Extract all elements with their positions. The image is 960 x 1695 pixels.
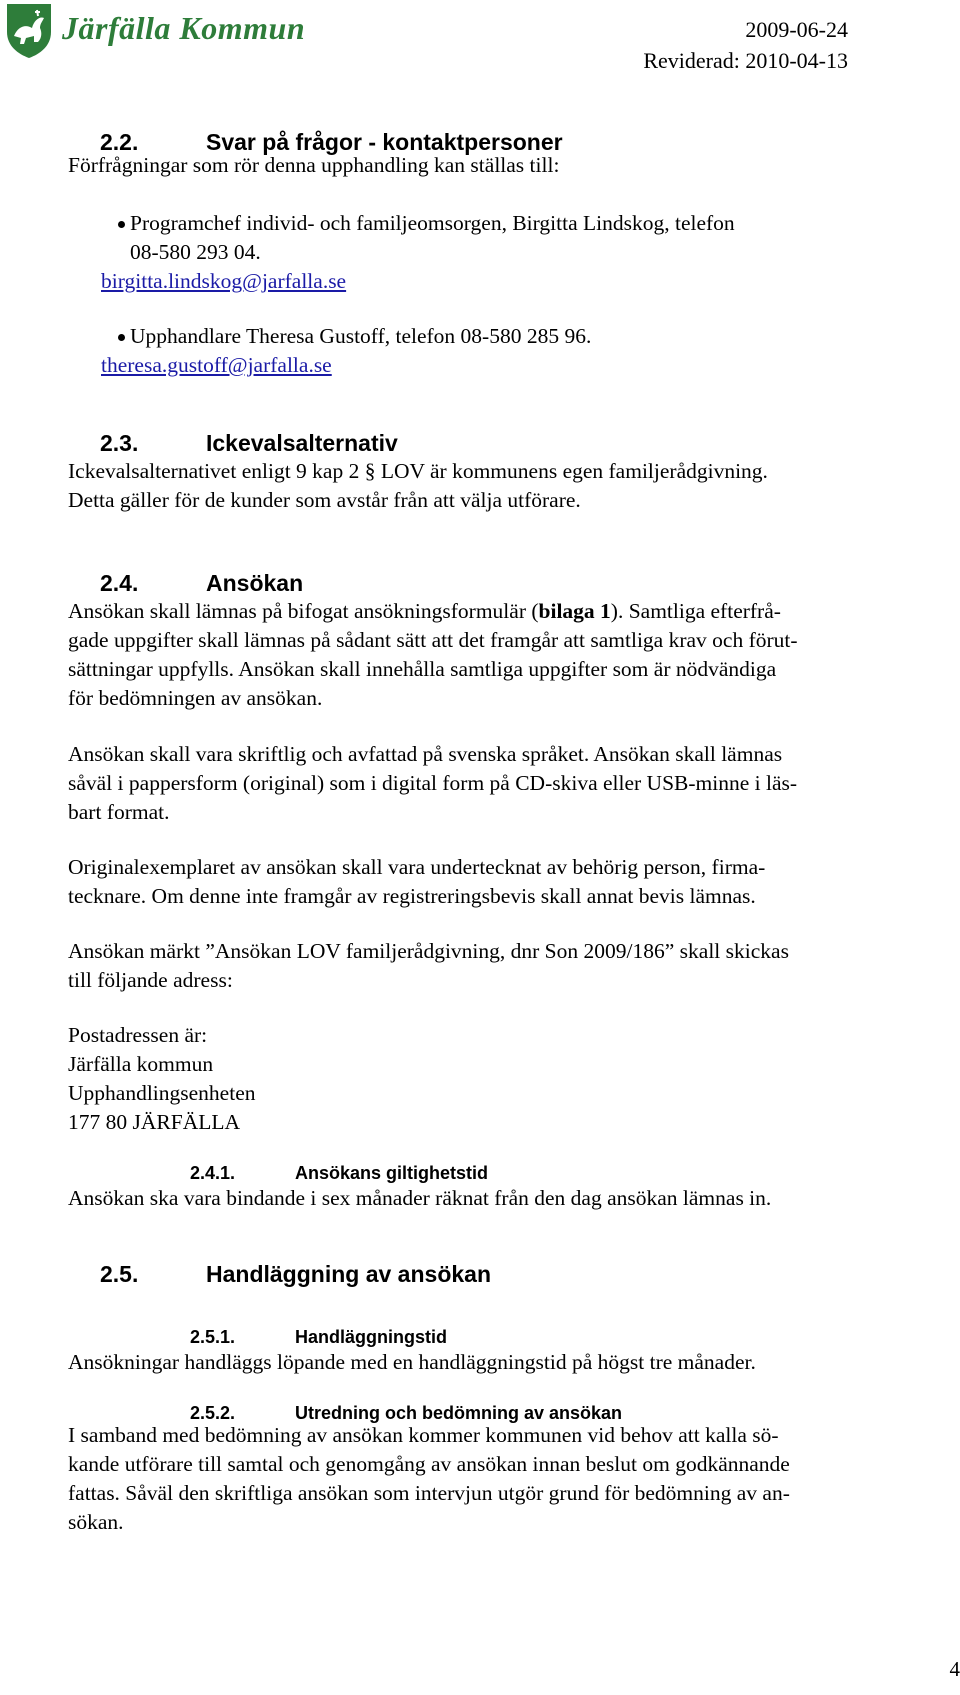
heading-2-4 (100, 569, 303, 597)
section-title: Utredning och bedömning av ansökan (295, 1403, 623, 1423)
section-number: 2.4. (100, 570, 139, 596)
contact-text: Programchef individ- och familjeomsorgen, Birgitta Lindskog, telefon (130, 211, 735, 235)
attachment-reference: bilaga 1 (538, 599, 611, 623)
page-header (0, 0, 960, 80)
paragraph-line: sättningar uppfylls. Ansökan skall innehålla samtliga uppgifter som är nödvändiga (68, 657, 777, 681)
section-title: Ansökan (206, 570, 304, 596)
text-run: ). Samtliga efterfrå- (610, 599, 781, 623)
section-number: 2.5. (100, 1261, 139, 1287)
bullet-icon (118, 334, 125, 341)
page-number: 4 (949, 1657, 960, 1681)
heading-2-3 (100, 429, 398, 457)
heading-2-5 (100, 1260, 491, 1288)
paragraph-line: för bedömningen av ansökan. (68, 686, 323, 710)
section-number: 2.5.2. (190, 1403, 236, 1423)
section-number: 2.3. (100, 430, 139, 456)
section-title: Ansökans giltighetstid (295, 1163, 489, 1183)
logo-wordmark: Järfälla Kommun (62, 9, 306, 46)
coat-of-arms-icon (4, 2, 54, 60)
section-title: Handläggning av ansökan (206, 1261, 491, 1287)
address-line: Järfälla kommun (68, 1052, 214, 1076)
paragraph-line: Originalexemplaret av ansökan skall vara undertecknat av behörig person, firma- (68, 855, 766, 879)
paragraph-line: fattas. Såväl den skriftliga ansökan som intervjun utgör grund för bedömning av an- (68, 1481, 790, 1505)
paragraph-line: sökan. (68, 1510, 124, 1534)
section-title: Handläggningstid (295, 1327, 447, 1347)
heading-2-4-1 (190, 1162, 488, 1184)
paragraph-line: I samband med bedömning av ansökan kommer kommunen vid behov att kalla sö- (68, 1423, 779, 1447)
paragraph-line: Ansökan ska vara bindande i sex månader räknat från den dag ansökan lämnas in. (68, 1186, 772, 1210)
paragraph-2-3-line: Ickevalsalternativet enligt 9 kap 2 § LOV är kommunens egen familjerådgivning. (68, 459, 768, 483)
paragraph-line: tecknare. Om denne inte framgår av registreringsbevis skall annat bevis lämnas. (68, 884, 756, 908)
municipality-logo (4, 2, 305, 60)
paragraph-line: bart format. (68, 800, 170, 824)
paragraph-line: Ansökan skall vara skriftlig och avfattad på svenska språket. Ansökan skall lämnas (68, 742, 783, 766)
contact-phone: 08-580 293 04. (130, 240, 261, 264)
section-number: 2.4.1. (190, 1163, 236, 1183)
section-number: 2.2. (100, 129, 139, 155)
paragraph-line: kande utförare till samtal och genomgång av ansökan innan beslut om godkännande (68, 1452, 790, 1476)
paragraph-2-2-intro: Förfrågningar som rör denna upphandling kan ställas till: (68, 153, 560, 177)
paragraph-line (68, 597, 928, 626)
address-line: 177 80 JÄRFÄLLA (68, 1110, 241, 1134)
document-date: 2009-06-24 (745, 17, 848, 42)
bullet-icon (118, 221, 125, 228)
text-run: Ansökan skall lämnas på bifogat ansökningsformulär ( (68, 599, 539, 623)
paragraph-line: gade uppgifter skall lämnas på sådant sätt att det framgår att samtliga krav och förut- (68, 628, 798, 652)
revision-date: Reviderad: 2010-04-13 (643, 48, 848, 73)
section-title: Svar på frågor - kontaktpersoner (206, 129, 563, 155)
paragraph-line: till följande adress: (68, 968, 233, 992)
document-dates (643, 14, 848, 76)
address-line: Upphandlingsenheten (68, 1081, 256, 1105)
paragraph-line: Ansökningar handläggs löpande med en handläggningstid på högst tre månader. (68, 1350, 756, 1374)
paragraph-line: Ansökan märkt ”Ansökan LOV familjerådgivning, dnr Son 2009/186” skall skickas (68, 939, 789, 963)
section-number: 2.5.1. (190, 1327, 236, 1347)
paragraph-2-3-line: Detta gäller för de kunder som avstår från att välja utförare. (68, 488, 581, 512)
email-link-gustoff[interactable]: theresa.gustoff@jarfalla.se (101, 353, 332, 377)
section-title: Ickevalsalternativ (206, 430, 398, 456)
contact-text: Upphandlare Theresa Gustoff, telefon 08-580 285 96. (130, 324, 592, 348)
heading-2-5-1 (190, 1326, 447, 1348)
address-line: Postadressen är: (68, 1023, 208, 1047)
email-link-lindskog[interactable]: birgitta.lindskog@jarfalla.se (101, 269, 347, 293)
paragraph-line: såväl i pappersform (original) som i digital form på CD-skiva eller USB-minne i läs- (68, 771, 798, 795)
